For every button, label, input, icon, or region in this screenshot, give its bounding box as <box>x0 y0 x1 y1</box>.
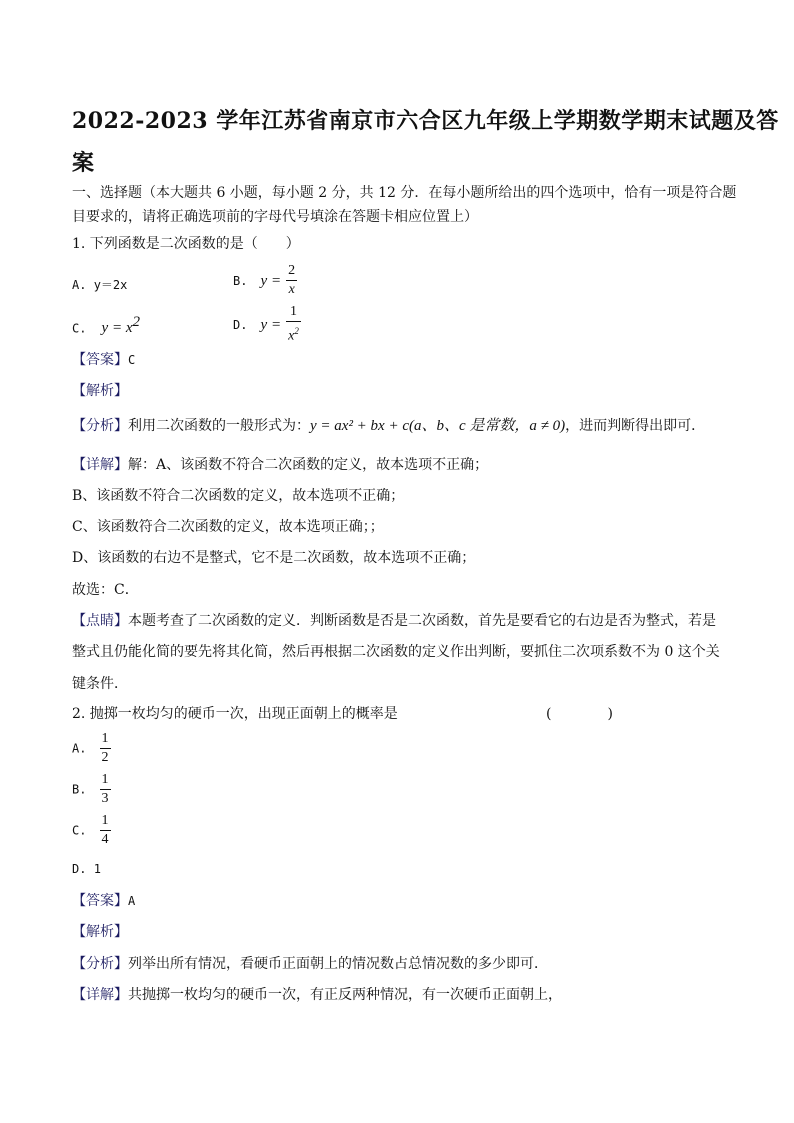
q1-answer-value: C <box>128 353 136 367</box>
q2-option-a <box>72 731 111 766</box>
question-1-stem: 1. 下列函数是二次函数的是（ ） <box>72 236 300 252</box>
q1-option-b <box>233 263 297 298</box>
q1-option-b-label: B. <box>233 274 248 288</box>
q2-option-b <box>72 772 111 807</box>
q2-option-a-denominator: 2 <box>101 750 109 765</box>
q2-fenxi-label: 【分析】 <box>72 956 128 972</box>
section-heading-line-1: 一、选择题（本大题共 6 小题，每小题 2 分，共 12 分．在每小题所给出的四个选项中，恰有一项是符合题 <box>72 185 737 201</box>
section-heading-line-2: 目要求的，请将正确选项前的字母代号填涂在答题卡相应位置上） <box>72 209 478 225</box>
q1-choose: 故选：C． <box>72 582 139 598</box>
q1-xiangjie-a <box>72 457 488 473</box>
fraction-bar <box>100 830 111 831</box>
q1-fenxi-label: 【分析】 <box>72 418 128 434</box>
q2-option-a-label: A. <box>72 741 87 756</box>
q1-xiangjie-c: C、该函数符合二次函数的定义，故本选项正确；； <box>72 519 384 535</box>
q1-xiangjie-d: D、该函数的右边不是整式，它不是二次函数，故本选项不正确； <box>72 550 476 566</box>
q1-option-b-fraction <box>286 263 297 298</box>
q1-analysis-label: 【解析】 <box>72 383 128 399</box>
q1-option-d-lhs: y = <box>260 316 282 333</box>
q1-option-c-exponent: 2 <box>132 314 140 330</box>
q1-dianjing-line-2: 整式且仍能化简的要先将其化简，然后再根据二次函数的定义作出判断，要抓住二次项系数不为 0 这个关 <box>72 644 720 660</box>
q1-option-d-numerator: 1 <box>290 304 298 319</box>
q1-option-b-lhs: y = <box>260 273 282 289</box>
page-title-line-1: 2022-2023 学年江苏省南京市六合区九年级上学期数学期末试题及答 <box>72 108 779 134</box>
q1-dianjing-line-1 <box>72 613 716 629</box>
q2-option-d-text: 1 <box>93 862 101 876</box>
q1-answer <box>72 352 135 368</box>
q1-option-d <box>233 304 301 345</box>
q1-fenxi-text-1: 利用二次函数的一般形式为： <box>128 418 310 434</box>
q2-option-d-label: D. <box>72 862 87 876</box>
q2-xiangjie <box>72 987 562 1003</box>
q1-xiangjie-b: B、该函数不符合二次函数的定义，故本选项不正确； <box>72 488 405 504</box>
q2-option-b-numerator: 1 <box>101 772 109 787</box>
q1-fenxi-formula: y = ax² + bx + c(a、b、c 是常数，a ≠ 0) <box>310 418 566 434</box>
q1-option-c-label: C. <box>72 321 87 336</box>
q2-answer-label: 【答案】 <box>72 893 128 909</box>
q1-answer-label: 【答案】 <box>72 352 128 368</box>
page-title-line-2: 案 <box>72 150 95 176</box>
q1-fenxi-text-2: ，进而判断得出即可． <box>565 418 706 434</box>
q1-option-b-denominator: x <box>288 282 295 297</box>
q1-dianjing-label: 【点睛】 <box>72 613 128 629</box>
fraction-bar <box>286 321 301 322</box>
question-2-blank: ( ) <box>546 706 613 722</box>
q2-answer-value: A <box>128 894 136 908</box>
fraction-bar <box>286 280 297 281</box>
q1-dianjing-line-3: 键条件． <box>72 676 128 692</box>
q1-xiangjie-a-text: 解：A、该函数不符合二次函数的定义，故本选项不正确； <box>128 457 489 473</box>
q1-option-b-numerator: 2 <box>288 263 296 278</box>
q1-option-d-fraction <box>286 304 301 345</box>
q2-option-b-label: B. <box>72 782 87 797</box>
q1-fenxi <box>72 418 705 434</box>
question-2-stem: 2. 抛掷一枚均匀的硬币一次，出现正面朝上的概率是 <box>72 706 398 722</box>
fraction-bar <box>100 748 111 749</box>
q1-option-a-label: A. <box>72 278 87 292</box>
q2-analysis-label: 【解析】 <box>72 924 128 940</box>
q2-option-c-label: C. <box>72 823 87 838</box>
q2-option-a-numerator: 1 <box>101 731 109 746</box>
q2-xiangjie-text: 共抛掷一枚均匀的硬币一次，有正反两种情况，有一次硬币正面朝上， <box>128 987 562 1003</box>
fraction-bar <box>100 789 111 790</box>
q2-option-d <box>72 862 101 876</box>
q2-xiangjie-label: 【详解】 <box>72 987 128 1003</box>
q2-option-c-numerator: 1 <box>101 813 109 828</box>
q1-option-a <box>72 276 127 293</box>
q2-option-b-fraction <box>100 772 111 807</box>
q2-fenxi <box>72 956 548 972</box>
q2-option-c-fraction <box>100 813 111 848</box>
q2-fenxi-text: 列举出所有情况，看硬币正面朝上的情况数占总情况数的多少即可． <box>128 956 548 972</box>
q2-option-b-denominator: 3 <box>101 791 109 806</box>
q1-option-c <box>72 314 140 337</box>
q2-answer <box>72 893 135 909</box>
q1-option-c-expr: y = x <box>101 320 133 337</box>
q1-option-a-text: y＝2x <box>93 278 128 292</box>
q1-option-d-label: D. <box>233 317 248 332</box>
q2-option-c <box>72 813 111 848</box>
q1-dianjing-text-1: 本题考查了二次函数的定义．判断函数是否是二次函数，首先是要看它的右边是否为整式，若是 <box>128 613 716 629</box>
q2-option-a-fraction <box>100 731 111 766</box>
q2-option-c-denominator: 4 <box>101 832 109 847</box>
q1-xiangjie-label: 【详解】 <box>72 457 128 473</box>
q1-option-d-denominator: $x^2$ <box>288 326 299 344</box>
